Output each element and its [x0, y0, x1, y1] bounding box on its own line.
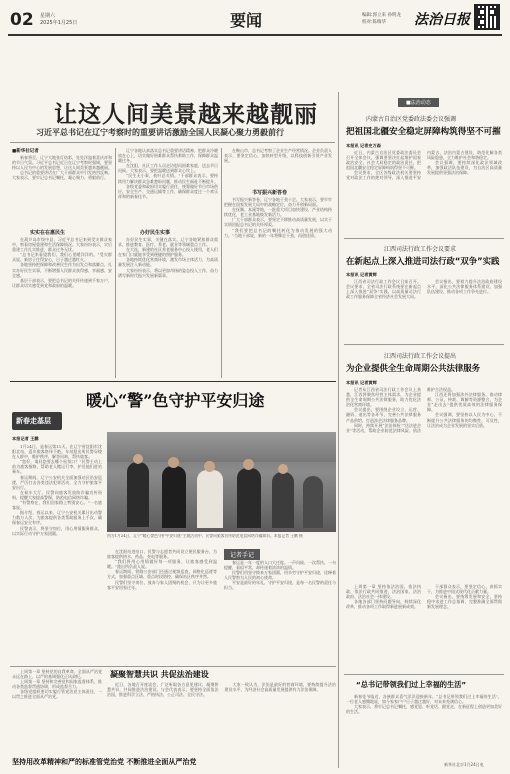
feature-body-left: 1月24日，是春运第11天。在辽宁省沈阳市沈阳北站，返乡旅客络绎不绝。车站派出所民警穿梭在人群中，维护秩序、解答问询、帮扶旅客。 “您好，请问您要去哪个检票口？”民警主动上前为旅客指路，帮助老人搬运行李，护送他们进站乘车。 春运期间，辽宁公安机关全面加强站区治安巡逻，严厉打击各类违法犯罪活动，全力守护旅客平安出行。 在候车大厅，民警向旅客发放防诈骗宣传资料，提醒大家提高警惕，防范电信网络诈骗。 “有警察在，我们回家路上特别安心。”一名旅客说。 据介绍，春运以来，辽宁公安机关累计出动警力数万人次，为旅客提供各类帮助服务上千次，确保春运安全有序。 民警表示，将坚守岗位，用心用情服务群众，以实际行动守护万家团圆。 — [12, 444, 102, 536]
sidebar-story-3-byline: 本报讯 记者黄辉 — [346, 380, 377, 385]
feature-headline: 暖心“警”色守护平安归途 — [86, 391, 265, 410]
lead-divider — [10, 142, 335, 143]
lead-subtitle: 习近平总书记在辽宁考察时的重要讲话激励全国人民凝心聚力勇毅前行 — [36, 128, 284, 137]
lead-subhead-3: 书写振兴新答卷 — [252, 190, 288, 196]
bottom-right-body-top: 上周第一章 坚持依法治国、依法执政、依法行政共同推进，法治国家、法治政府、法治社会一体建设。 各地各部门坚持问题导向，持续深化改革，推动各项工作取得新进展新成效。 干部群众表示，要坚定信心、真抓实干，为推进中国式现代化贡献力量。 会议指出，要统筹发展和安全，坚持稳中求进工作总基调，完整准确全面贯彻新发展理念。 — [346, 584, 502, 610]
section-title: 要闻 — [230, 11, 263, 30]
sidebar-story-1-byline: 本报讯 记者史万森 — [346, 143, 381, 148]
editors: 编辑:郭立来 孙明龙 — [362, 13, 401, 18]
lead-column-2b: 办好民生实事，关键在落实。辽宁各地紧扣群众需求，推进教育、医疗、养老、就业等领域重点工作。 在大连，新建的社区养老服务中心投入使用，老人们在家门口就能享受到便捷的照护服务。 各地持续优化营商环境，激发市场主体活力，为高质量发展注入新动能。 大家纷纷表示，将以更加昂扬的姿态投入工作，奋力谱写新时代振兴发展新篇章。 — [118, 237, 218, 278]
column-label-badge — [12, 412, 62, 430]
bottom-right-sep — [344, 674, 504, 675]
feature-photo-caption: 图为1月24日，辽宁“暖心警色守护平安归途”主题活动中，民警向旅客宣传防范电信网络诈骗知识。本报记者 王鹏 摄 — [107, 534, 303, 538]
feature-byline: 本报记者 王鹏 — [12, 436, 39, 441]
sidebar-sep-2 — [344, 344, 504, 345]
lead-column-3: 在鞍山市，总书记考察了企业生产经营情况。企业负责人表示，要坚定信心，加快转型升级，以科技创新引领产业发展。 — [224, 148, 332, 164]
lead-column-1b: 在葫芦岛市绥中县，习近平总书记来到受灾群众家中，察看房屋重建和生活保障情况。大家纷纷表示，灾后重建工作扎实推进，群众过冬无忧。 “总书记来看望我们，我们心里暖洋洋的。”受灾群众说。新房子住得安心，日子越过越红火。 各地坚持把保障和改善民生作为出发点和落脚点，扎实办好民生实事，不断增强人民群众获得感、幸福感、安全感。 基层干部表示，要把总书记的关怀传递到千家万户，让群众切实感受到党和政府的温暖。 — [12, 237, 112, 288]
paper-name-logo: 法治日报 — [414, 12, 470, 28]
bottom-left-body: 上周第一章 坚持党的自我革命，全面从严治党永远在路上，以严的基调强化正风肃纪。 上周第一章 坚持和完善党和国家监督体系，推动各类监督贯通协调，形成监督合力。 各级党组织要切实履行管党治党主体责任，一以贯之推进全面从严治党。 — [12, 669, 102, 700]
sidebar-story-2-body: 江西省司法行政工作会议日前召开。会议要求，全省司法行政系统要在新起点上深入推进“双争”实践，以高质量司法行政工作服务保障全省经济社会发展大局。 会议指出，要着力提升法治政府建设水平，深化公共法律服务体系建设，加强队伍建设，推动各项工作争先进位。 — [346, 279, 502, 300]
sidebar-divider — [338, 92, 339, 582]
proofreader: 校对:陈梅华 — [362, 20, 387, 25]
sidebar-story-3-body: 记者从江西省司法行政工作会议上获悉，江西将聚焦经营主体需求，为企业提供全生命周期公共法律服务，助力优化法治化营商环境。 会议提出，要围绕企业设立、运营、融资、退出等各环节，完善公共法律服务产品供给，打造涉企法律服务品牌。 同时，持续开展“法治体检”“送法进企业”等活动，帮助企业防范法律风险，依法维护合法权益。 江西还将加强涉外法律服务，推动律师、公证、仲裁、调解等资源整合，为企业“走出去”提供优质高效的法律服务保障。 会议强调，要坚持以人民为中心，不断提升公共法律服务的均衡性、可及性，让法治成为企业发展的坚实后盾。 — [346, 387, 502, 433]
col-divider-2 — [221, 148, 222, 378]
sidebar-section-label: ■法治动态 — [398, 98, 439, 107]
bottom-mid-body: 近日，各地召开座谈会，广泛听取各方意见建议，凝聚智慧共识，共同推进法治建设。与会代表表示，要坚持全面依法治国，推进科学立法、严格执法、公正司法、全民守法。 大家一致认为，法治是最好的营商环境，要持续提升法治建设水平，为经济社会高质量发展提供有力法治保障。 — [107, 682, 336, 698]
bottom-left-headline: 坚持用改革精神和严的标准管党治党 不断推进全面从严治党 — [12, 758, 197, 766]
lead-subhead-1: 实实在在惠民生 — [30, 230, 66, 236]
lead-headline: 让这人间美景越来越靓丽 — [54, 101, 318, 128]
note-label: 记者手记 — [224, 549, 260, 560]
sidebar-story-3-headline: 为企业提供全生命周期公共法律服务 — [346, 363, 480, 373]
sidebar-story-1-headline: 把祖国北疆安全稳定屏障构筑得坚不可摧 — [346, 127, 501, 137]
col-divider-1 — [115, 148, 116, 378]
qr-code-icon — [474, 4, 500, 30]
page-number: 02 — [10, 10, 34, 30]
sidebar-story-1-body: 近日，内蒙古自治区党委政法委员会召开全体会议，强调要坚决扛起维护国家政治安全、社会大局稳定的政治责任，把祖国北疆安全稳定屏障构筑得坚不可摧。 会议要求，全区各级政法机关要坚持党对政法工作的绝对领导，深入推进平安内蒙古、法治内蒙古建设，防范化解各类风险隐患，全力维护社会和谐稳定。 会议强调，要持续深化政法领域改革，加强政法队伍建设，为自治区高质量发展提供坚强法治保障。 — [346, 150, 502, 181]
lead-column-1: 新春将至，辽宁大地张灯结彩，处处洋溢着喜庆祥和的节日气氛。习近平总书记近日在辽宁考察时强调，要坚持以人民为中心的发展思想，让这人间美景越来越靓丽。 总书记的重要讲话在广大干部群众中引发热烈反响。大家表示，要牢记总书记嘱托，凝心聚力、勇毅前行。 — [12, 155, 112, 181]
date-weekday: 星期六 — [40, 13, 56, 19]
lead-column-3b: 书写振兴新答卷，辽宁各地干劲十足。大家表示，要牢牢把握在国家发展大局中的战略定位，奋力开创新局面。 在抚顺、本溪等地，一批重大项目加快建设，产业结构持续优化，老工业基地焕发新活力。 广大干部群众表示，要坚定不移推动高质量发展，以实干实绩回报总书记的关怀厚爱。 “我们要把总书记的嘱托转化为推动发展的强大动力。”当地干部说，新的一年将铆足干劲，再创佳绩。 — [224, 197, 332, 238]
bottom-right-divider — [338, 582, 339, 768]
feature-body-mid: 在沈阳站进站口，民警与志愿者共同设立便民服务台，为旅客提供热水、药品、充电等服务。 “我们将用心用情做好每一项服务，让旅客感受到温暖。”派出所负责人说。 春运期间，铁路公安部门还通过视频巡查、网格化巡逻等方式，加强重点区域、重点时段防控，确保站区秩序井然。 民警们坚守岗位，放弃与家人团聚的机会，只为让更多旅客平安回家过年。 — [107, 549, 217, 590]
bottom-right-body: 新春佳节临近，各族群众喜气洋洋迎接新年。“总书记带领我们过上幸福的生活”，一位老人感慨地说，如今家家户户日子越过越好，对未来充满信心。 大家表示，将牢记总书记嘱托，感党恩、听党话、跟党走，在新征程上创造更加美好的生活。 — [346, 694, 502, 715]
bottom-source: 新华社北京1月24日电 — [444, 762, 484, 767]
sidebar-sep-1 — [344, 238, 504, 239]
column-label: 新春走基层 — [16, 417, 51, 425]
sidebar-story-2-headline: 在新起点上深入推进司法行政“双争”实践 — [346, 256, 500, 266]
bottom-top-rule — [10, 666, 336, 667]
date: 2025年1月25日 — [40, 20, 78, 26]
feature-photo — [107, 432, 336, 532]
lead-byline: ■新华社记者 — [12, 149, 39, 154]
lead-subhead-2: 办好民生实事 — [140, 230, 171, 236]
sidebar-story-1-kicker: 内蒙古自治区党委政法委会议强调 — [366, 116, 457, 123]
masthead-rule — [8, 34, 502, 36]
sidebar-story-3-kicker: 江西司法行政工作会议提出 — [384, 353, 457, 360]
bottom-mid-headline: 凝聚智慧共识 共促法治建设 — [110, 670, 209, 679]
sidebar-story-2-kicker: 江西司法行政工作会议要求 — [384, 246, 457, 253]
lead-column-2: 辽宁各地认真落实总书记重要讲话精神，把群众冷暖放在心上，切实做好困难群众帮扶救助工作，保障群众温暖过冬。 在沈阳，社区工作人员走访慰问困难家庭，送去节日问候。大家表示，要把温暖送到群众心坎上。 “民生无小事，枝叶总关情。”干部群众表示，要持续用力解决群众急难愁盼问题，推动民生福祉不断提升。 各级党委和政府切实履行责任，统筹做好节日市场供应、安全生产、交通运输等工作，确保群众度过一个欢乐祥和的新春佳节。 — [118, 148, 218, 199]
feature-body-right: 春运是一年一度的人口大迁徙。一声问候、一次帮扶、一句提醒，看似平常，却传递着浓浓的温情。 民警们用坚守换来万家团圆，用辛劳守护平安归途，诠释着人民警察为人民的初心使命。 平安是最好的年礼。守护平安归途，是每一名民警的责任与担当。 — [224, 560, 336, 591]
feature-top-rule — [10, 381, 336, 382]
bottom-right-headline: “总书记带领我们过上幸福的生活” — [356, 680, 467, 689]
sidebar-story-2-byline: 本报讯 记者黄辉 — [346, 272, 377, 277]
masthead — [0, 0, 510, 58]
